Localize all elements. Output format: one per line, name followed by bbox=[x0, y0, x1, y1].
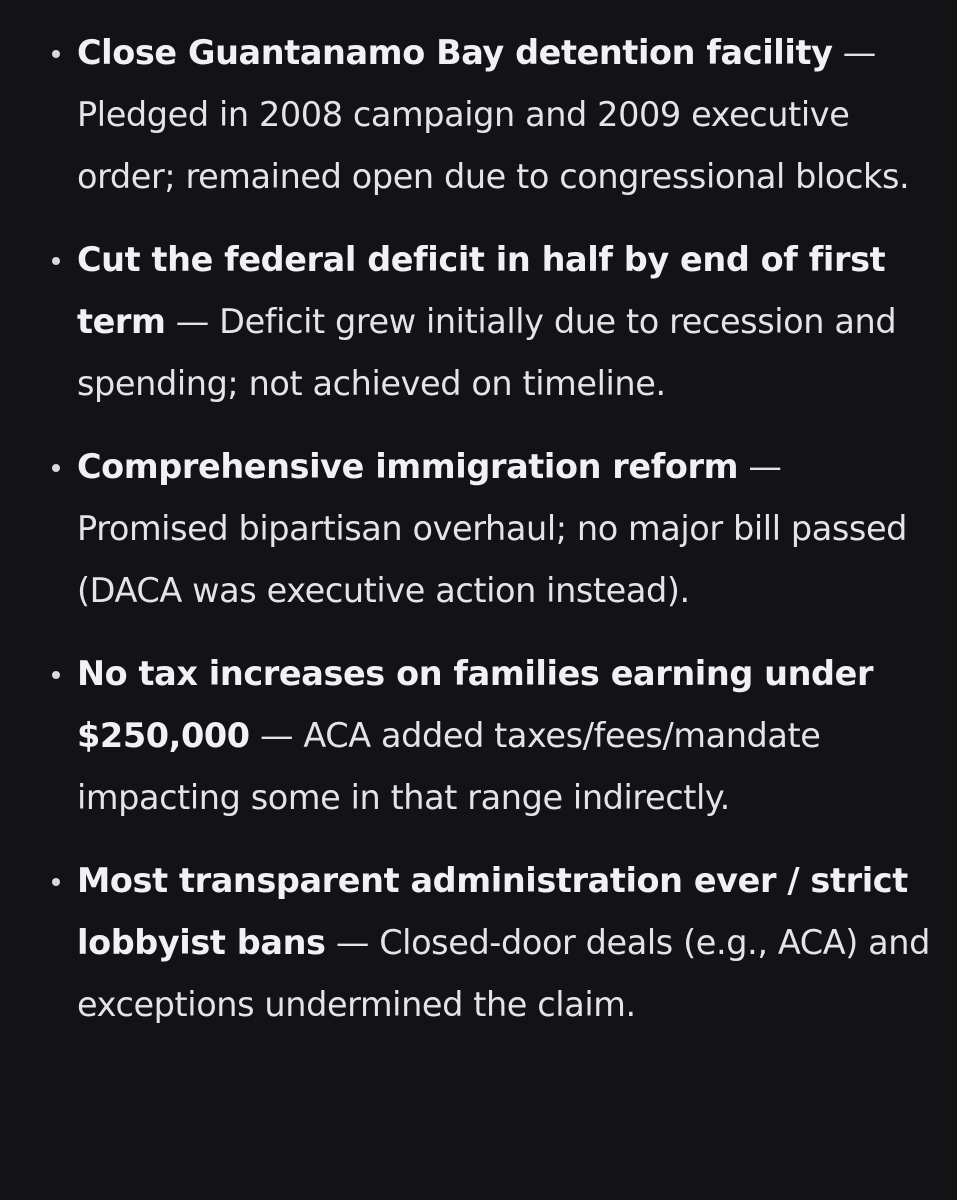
item-detail: Promised bipartisan overhaul; no major bill passed (DACA was executive action instead). bbox=[77, 509, 908, 610]
item-separator: — bbox=[832, 33, 876, 72]
list-item-tax bbox=[0, 643, 957, 829]
bullet-icon bbox=[52, 257, 60, 265]
item-separator: — bbox=[165, 302, 220, 341]
broken-promises-list bbox=[0, 22, 957, 1036]
item-detail: Closed-door deals (e.g., ACA) and exceptions undermined the claim. bbox=[77, 923, 931, 1024]
bullet-icon bbox=[52, 50, 60, 58]
list-item-transparency bbox=[0, 850, 957, 1036]
list-item-guantanamo bbox=[0, 22, 957, 208]
list-item-immigration bbox=[0, 436, 957, 622]
item-detail: Deficit grew initially due to recession and spending; not achieved on timeline. bbox=[77, 302, 897, 403]
item-title: Comprehensive immigration reform bbox=[77, 447, 739, 486]
bullet-icon bbox=[52, 671, 60, 679]
item-title: Close Guantanamo Bay detention facility bbox=[77, 33, 833, 72]
bullet-icon bbox=[52, 464, 60, 472]
item-title: Cut the federal deficit in half by end of first term bbox=[77, 240, 886, 341]
item-separator: — bbox=[249, 716, 304, 755]
list-item-deficit bbox=[0, 229, 957, 415]
item-separator: — bbox=[738, 447, 782, 486]
bullet-icon bbox=[52, 878, 60, 886]
item-title: No tax increases on families earning under $250,000 bbox=[77, 654, 874, 755]
item-detail: Pledged in 2008 campaign and 2009 executive order; remained open due to congressional blocks. bbox=[77, 95, 910, 196]
item-title: Most transparent administration ever / strict lobbyist bans bbox=[77, 861, 908, 962]
item-separator: — bbox=[325, 923, 380, 962]
item-detail: ACA added taxes/fees/mandate impacting some in that range indirectly. bbox=[77, 716, 821, 817]
